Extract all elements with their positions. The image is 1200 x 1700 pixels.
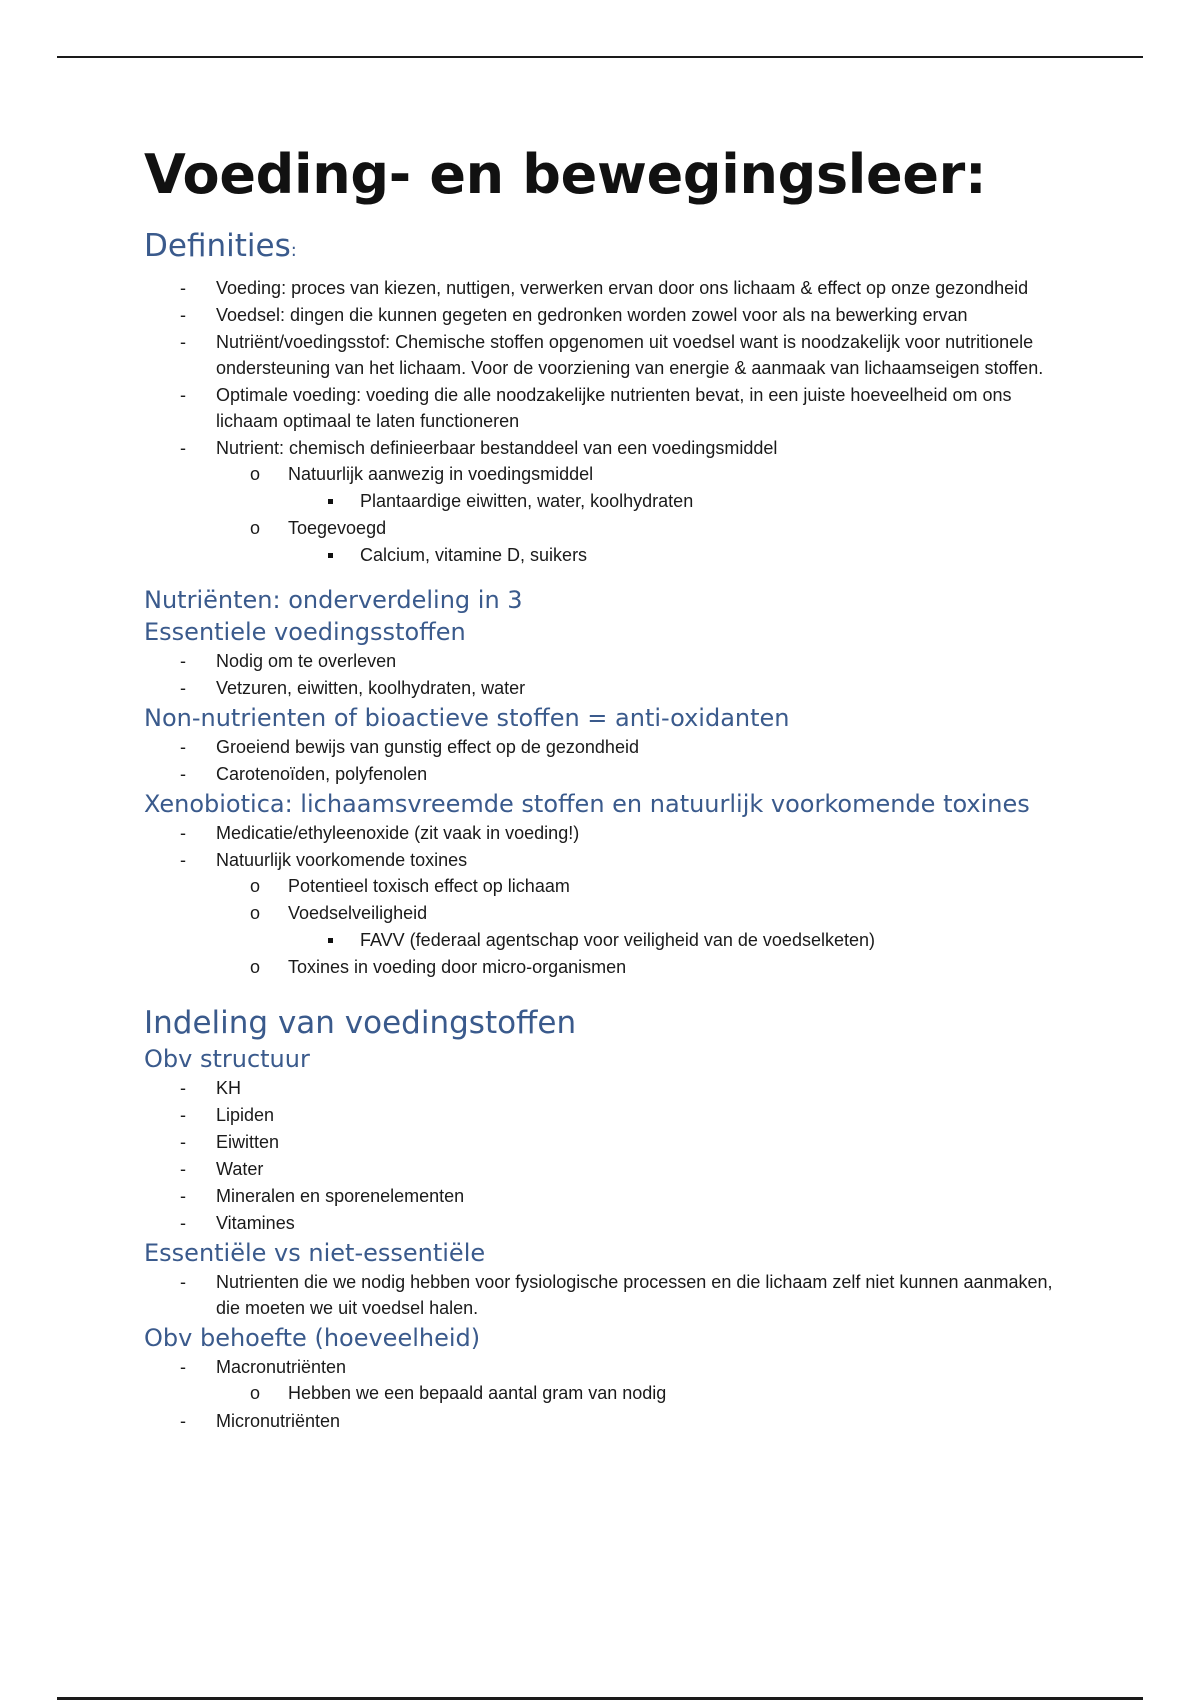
sublist-item-text: Voedselveiligheid	[288, 903, 428, 923]
list-item	[144, 648, 1064, 674]
list-item	[144, 820, 1064, 846]
sublist-item-text: Natuurlijk aanwezig in voedingsmiddel	[288, 464, 594, 484]
definities-list	[144, 275, 1064, 569]
spacer	[144, 570, 1064, 584]
sublist-item-text: Potentieel toxisch effect op lichaam	[288, 876, 570, 896]
heading-definities	[144, 226, 1064, 271]
xenobiotica-list	[144, 820, 1064, 981]
document-body	[144, 138, 1064, 1435]
sublist-item	[216, 1380, 1064, 1407]
essentiele-vs-list	[144, 1269, 1064, 1321]
nutrient-sublist	[216, 461, 1064, 569]
sublist-item	[216, 954, 1064, 981]
circle-bullet: o	[250, 1383, 261, 1403]
list-item	[144, 1129, 1064, 1155]
dash-bullet: -	[180, 1357, 186, 1377]
list-item-text: Micronutriënten	[216, 1411, 341, 1431]
sublist-item-text: Toxines in voeding door micro-organismen	[288, 957, 627, 977]
heading-indeling: Indeling van voedingstoffen	[144, 1005, 577, 1041]
dash-bullet: -	[180, 1186, 186, 1206]
dash-bullet: -	[180, 278, 186, 298]
list-item-text: Mineralen en sporenelementen	[216, 1186, 465, 1206]
dash-bullet: -	[180, 678, 186, 698]
list-item-text: KH	[216, 1078, 242, 1098]
list-item	[144, 1183, 1064, 1209]
sublist-item-text: Hebben we een bepaald aantal gram van nodig	[288, 1383, 667, 1403]
dash-bullet: -	[180, 385, 186, 405]
list-item	[144, 761, 1064, 787]
list-item	[144, 1408, 1064, 1434]
dash-bullet: -	[180, 1132, 186, 1152]
list-item-text: Nutriënt/voedingsstof: Chemische stoffen opgenomen uit voedsel want is noodzakelijk voor nutritionele ondersteuning van het lichaam. Voor de voorziening van energie & aanmaak van lichaamseigen stoffen.	[216, 332, 1044, 378]
detail-item	[288, 488, 1064, 515]
list-item-text: Macronutriënten	[216, 1357, 347, 1377]
detail-item-text: FAVV (federaal agentschap voor veiligheid van de voedselketen)	[360, 930, 875, 950]
sublist-item	[216, 873, 1064, 900]
circle-bullet: o	[250, 464, 261, 484]
square-bullet	[328, 499, 333, 504]
list-item-text: Eiwitten	[216, 1132, 280, 1152]
header-rule	[57, 56, 1143, 58]
list-item	[144, 734, 1064, 760]
heading-nutrienten: Nutriënten: onderverdeling in 3	[144, 586, 523, 614]
list-item	[144, 1075, 1064, 1101]
dash-bullet: -	[180, 1213, 186, 1233]
dash-bullet: -	[180, 737, 186, 757]
toegevoegd-detail-list	[288, 542, 1064, 569]
sublist-item-text: Toegevoegd	[288, 518, 387, 538]
dash-bullet: -	[180, 1078, 186, 1098]
list-item-text: Groeiend bewijs van gunstig effect op de gezondheid	[216, 737, 639, 757]
heading-obv-behoefte: Obv behoefte (hoeveelheid)	[144, 1324, 481, 1352]
behoefte-list	[144, 1354, 1064, 1434]
list-item	[144, 382, 1064, 434]
dash-bullet: -	[180, 305, 186, 325]
dash-bullet: -	[180, 850, 186, 870]
heading-obv-structuur: Obv structuur	[144, 1045, 310, 1073]
list-item-text: Voedsel: dingen die kunnen gegeten en gedronken worden zowel voor als na bewerking ervan	[216, 305, 968, 325]
sublist-item	[216, 461, 1064, 515]
dash-bullet: -	[180, 1159, 186, 1179]
list-item	[144, 1210, 1064, 1236]
dash-bullet: -	[180, 651, 186, 671]
list-item-text: Medicatie/ethyleenoxide (zit vaak in voeding!)	[216, 823, 580, 843]
list-item	[144, 435, 1064, 569]
dash-bullet: -	[180, 438, 186, 458]
list-item-text: Lipiden	[216, 1105, 275, 1125]
list-item	[144, 1102, 1064, 1128]
detail-item-text: Calcium, vitamine D, suikers	[360, 545, 588, 565]
dash-bullet: -	[180, 1272, 186, 1292]
heading-essentiele-vs-niet: Essentiële vs niet-essentiële	[144, 1239, 486, 1267]
detail-item	[288, 542, 1064, 569]
non-nutrienten-list	[144, 734, 1064, 787]
list-item	[144, 1354, 1064, 1407]
heading-non-nutrienten: Non-nutrienten of bioactieve stoffen = anti-oxidanten	[144, 704, 790, 732]
voedselveiligheid-detail-list	[288, 927, 1064, 954]
list-item-text: Vitamines	[216, 1213, 295, 1233]
structuur-list	[144, 1075, 1064, 1236]
dash-bullet: -	[180, 764, 186, 784]
list-item-text: Vetzuren, eiwitten, koolhydraten, water	[216, 678, 526, 698]
list-item	[144, 302, 1064, 328]
list-item-text: Voeding: proces van kiezen, nuttigen, verwerken ervan door ons lichaam & effect op onze gezondheid	[216, 278, 1029, 298]
square-bullet	[328, 938, 333, 943]
list-item-text: Nutrienten die we nodig hebben voor fysiologische processen en die lichaam zelf niet kunnen aanmaken, die moeten we uit voedsel halen.	[216, 1272, 1053, 1318]
heading-essentiele-voedingsstoffen: Essentiele voedingsstoffen	[144, 618, 466, 646]
heading-definities-text: Definities	[144, 228, 291, 264]
macronutrienten-sublist	[216, 1380, 1064, 1407]
list-item-text: Optimale voeding: voeding die alle noodzakelijke nutrienten bevat, in een juiste hoeveelheid om ons lichaam optimaal te laten functioneren	[216, 385, 1012, 431]
essentiele-list	[144, 648, 1064, 701]
list-item-text: Water	[216, 1159, 264, 1179]
list-item	[144, 847, 1064, 981]
list-item	[144, 1269, 1064, 1321]
dash-bullet: -	[180, 823, 186, 843]
list-item	[144, 675, 1064, 701]
list-item-text: Nutrient: chemisch definieerbaar bestanddeel van een voedingsmiddel	[216, 438, 778, 458]
dash-bullet: -	[180, 332, 186, 352]
list-item-text: Nodig om te overleven	[216, 651, 397, 671]
detail-item-text: Plantaardige eiwitten, water, koolhydraten	[360, 491, 694, 511]
sublist-item	[216, 515, 1064, 569]
list-item	[144, 329, 1064, 381]
circle-bullet: o	[250, 903, 261, 923]
heading-xenobiotica: Xenobiotica: lichaamsvreemde stoffen en natuurlijk voorkomende toxines	[144, 790, 1030, 818]
detail-item	[288, 927, 1064, 954]
page-title: Voeding- en bewegingsleer:	[144, 143, 987, 206]
toxines-sublist	[216, 873, 1064, 981]
list-item-text: Carotenoïden, polyfenolen	[216, 764, 428, 784]
circle-bullet: o	[250, 518, 261, 538]
list-item	[144, 275, 1064, 301]
list-item-text: Natuurlijk voorkomende toxines	[216, 850, 468, 870]
sublist-item	[216, 900, 1064, 954]
list-item	[144, 1156, 1064, 1182]
circle-bullet: o	[250, 876, 261, 896]
heading-definities-colon: :	[290, 240, 297, 261]
natuurlijk-detail-list	[288, 488, 1064, 515]
dash-bullet: -	[180, 1411, 186, 1431]
square-bullet	[328, 553, 333, 558]
dash-bullet: -	[180, 1105, 186, 1125]
circle-bullet: o	[250, 957, 261, 977]
